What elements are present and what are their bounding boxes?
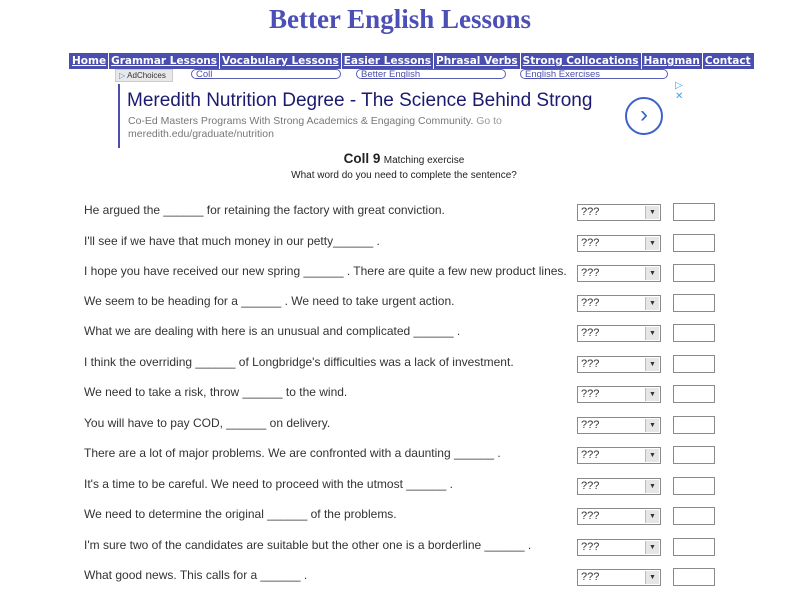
nav-hangman[interactable]: Hangman <box>642 53 703 69</box>
question-text: There are a lot of major problems. We are confronted with a daunting ______ . <box>84 446 501 460</box>
dropdown-arrow-icon[interactable]: ▼ <box>645 510 659 523</box>
exercise-type: Matching exercise <box>383 155 465 166</box>
dropdown-arrow-icon[interactable]: ▼ <box>645 237 659 250</box>
site-title: Better English Lessons <box>268 4 532 34</box>
question-row <box>0 234 800 264</box>
answer-select-value: ??? <box>581 449 600 461</box>
answer-select-value: ??? <box>581 510 600 522</box>
nav-vocabulary-lessons[interactable]: Vocabulary Lessons <box>220 53 342 69</box>
answer-select-value: ??? <box>581 541 600 553</box>
dropdown-arrow-icon[interactable]: ▼ <box>645 267 659 280</box>
answer-select[interactable] <box>577 235 661 252</box>
ad-link-coll[interactable]: Coll <box>191 69 341 79</box>
dropdown-arrow-icon[interactable]: ▼ <box>645 419 659 432</box>
answer-select[interactable] <box>577 204 661 221</box>
question-text: I hope you have received our new spring ______ . There are quite a few new product lines. <box>84 264 567 278</box>
answer-select[interactable] <box>577 508 661 525</box>
answer-select[interactable] <box>577 356 661 373</box>
answer-box[interactable] <box>673 385 715 403</box>
ad-banner[interactable] <box>118 80 690 148</box>
question-text: We need to take a risk, throw ______ to the wind. <box>84 385 348 399</box>
answer-select-value: ??? <box>581 571 600 583</box>
dropdown-arrow-icon[interactable]: ▼ <box>645 541 659 554</box>
nav-easier-lessons[interactable]: Easier Lessons <box>342 53 434 69</box>
question-text: He argued the ______ for retaining the factory with great conviction. <box>84 203 445 217</box>
exercise-instructions: What word do you need to complete the sentence? <box>291 170 517 181</box>
ad-marks <box>675 80 683 102</box>
answer-box[interactable] <box>673 446 715 464</box>
question-text: I think the overriding ______ of Longbridge's difficulties was a lack of investment. <box>84 355 514 369</box>
ad-info-icon[interactable]: ▷ <box>675 80 683 91</box>
question-row <box>0 416 800 446</box>
answer-select-value: ??? <box>581 480 600 492</box>
answer-select[interactable] <box>577 295 661 312</box>
answer-select[interactable] <box>577 325 661 342</box>
question-text: We seem to be heading for a ______ . We need to take urgent action. <box>84 294 455 308</box>
question-row <box>0 477 800 507</box>
dropdown-arrow-icon[interactable]: ▼ <box>645 206 659 219</box>
answer-select-value: ??? <box>581 388 600 400</box>
answer-select[interactable] <box>577 386 661 403</box>
dropdown-arrow-icon[interactable]: ▼ <box>645 327 659 340</box>
answer-select[interactable] <box>577 478 661 495</box>
answer-select[interactable] <box>577 417 661 434</box>
dropdown-arrow-icon[interactable]: ▼ <box>645 480 659 493</box>
answer-box[interactable] <box>673 507 715 525</box>
ad-desc-text: Co-Ed Masters Programs With Strong Academics & Engaging Community. <box>128 115 474 127</box>
exercise-title: Coll 9 <box>343 151 381 166</box>
question-text: What we are dealing with here is an unusual and complicated ______ . <box>84 324 461 338</box>
dropdown-arrow-icon[interactable]: ▼ <box>645 358 659 371</box>
dropdown-arrow-icon[interactable]: ▼ <box>645 571 659 584</box>
main-nav <box>69 53 754 69</box>
nav-grammar-lessons[interactable]: Grammar Lessons <box>109 53 220 69</box>
question-row <box>0 446 800 476</box>
answer-select[interactable] <box>577 539 661 556</box>
nav-contact[interactable]: Contact <box>704 55 751 67</box>
answer-select-value: ??? <box>581 267 600 279</box>
nav-phrasal-verbs[interactable]: Phrasal Verbs <box>434 53 521 69</box>
ad-arrow-icon[interactable]: › <box>625 97 663 135</box>
question-row <box>0 264 800 294</box>
ad-close-icon[interactable]: ✕ <box>675 91 684 102</box>
question-text: We need to determine the original ______ of the problems. <box>84 507 397 521</box>
question-row <box>0 507 800 537</box>
answer-box[interactable] <box>673 538 715 556</box>
ad-go-to: Go to <box>476 115 502 127</box>
adchoices-badge[interactable] <box>115 69 173 82</box>
answer-box[interactable] <box>673 568 715 586</box>
answer-select[interactable] <box>577 447 661 464</box>
question-text: You will have to pay COD, ______ on delivery. <box>84 416 331 430</box>
question-text: It's a time to be careful. We need to proceed with the utmost ______ . <box>84 477 453 491</box>
ad-link-english-exercises[interactable]: English Exercises <box>520 69 668 79</box>
nav-home[interactable]: Home <box>70 53 109 69</box>
question-text: I'll see if we have that much money in our petty______ . <box>84 234 380 248</box>
nav-strong-collocations[interactable]: Strong Collocations <box>521 53 642 69</box>
question-row <box>0 324 800 354</box>
ad-title[interactable]: Meredith Nutrition Degree - The Science Behind Strong <box>127 90 593 111</box>
question-row <box>0 568 800 598</box>
answer-select-value: ??? <box>581 237 600 249</box>
answer-box[interactable] <box>673 324 715 342</box>
ad-description <box>128 115 518 141</box>
question-row <box>0 385 800 415</box>
answer-box[interactable] <box>673 477 715 495</box>
exercise-header <box>0 151 800 166</box>
answer-select-value: ??? <box>581 419 600 431</box>
question-text: I'm sure two of the candidates are suitable but the other one is a borderline ______ . <box>84 538 532 552</box>
question-row <box>0 538 800 568</box>
answer-box[interactable] <box>673 355 715 373</box>
question-row <box>0 355 800 385</box>
adchoices-label: AdChoices <box>127 71 166 80</box>
answer-select[interactable] <box>577 569 661 586</box>
answer-box[interactable] <box>673 294 715 312</box>
question-row <box>0 203 800 233</box>
question-text: What good news. This calls for a ______ . <box>84 568 308 582</box>
answer-box[interactable] <box>673 203 715 221</box>
answer-select-value: ??? <box>581 358 600 370</box>
answer-select-value: ??? <box>581 297 600 309</box>
ad-url[interactable]: meredith.edu/graduate/nutrition <box>128 128 274 140</box>
adchoices-icon: ▷ <box>119 71 126 80</box>
answer-box[interactable] <box>673 264 715 282</box>
ad-link-better-english[interactable]: Better English <box>356 69 506 79</box>
dropdown-arrow-icon[interactable]: ▼ <box>645 449 659 462</box>
answer-box[interactable] <box>673 234 715 252</box>
answer-box[interactable] <box>673 416 715 434</box>
answer-select[interactable] <box>577 265 661 282</box>
dropdown-arrow-icon[interactable]: ▼ <box>645 388 659 401</box>
answer-select-value: ??? <box>581 206 600 218</box>
question-row <box>0 294 800 324</box>
answer-select-value: ??? <box>581 327 600 339</box>
dropdown-arrow-icon[interactable]: ▼ <box>645 297 659 310</box>
